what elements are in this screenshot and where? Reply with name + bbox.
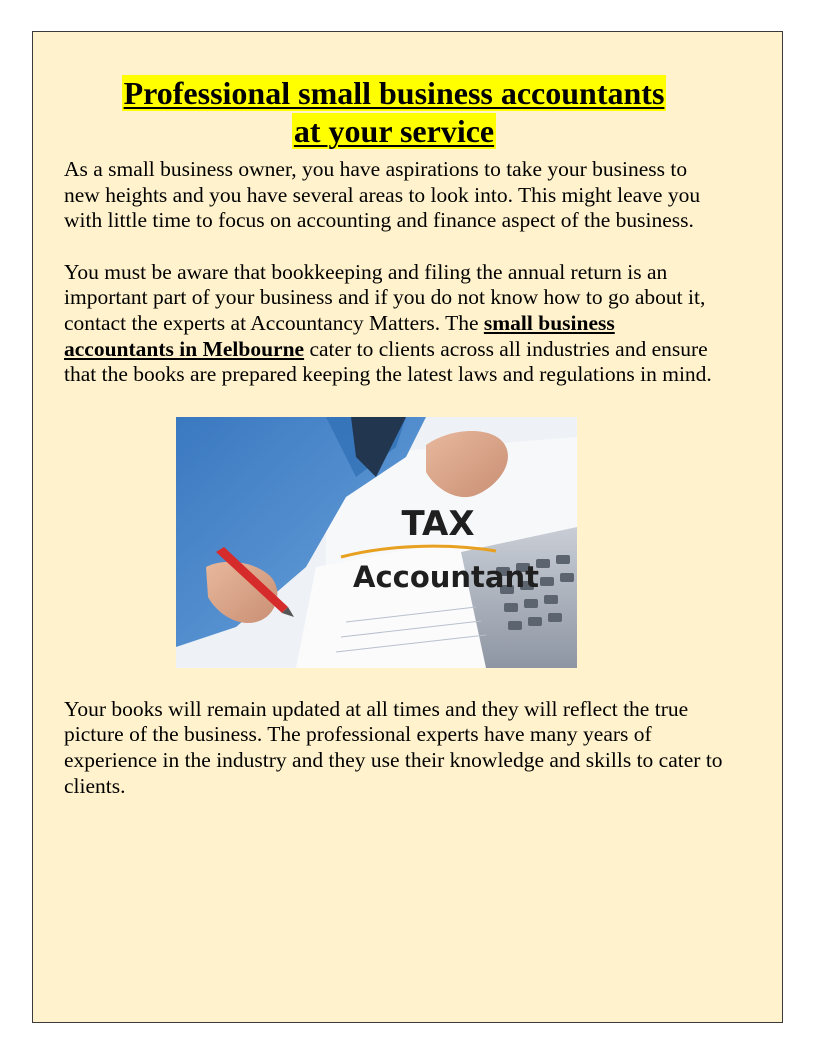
image-text-tax: TAX — [401, 503, 475, 544]
paragraph-3: Your books will remain updated at all times and they will reflect the true picture of the business. The professional experts have many years of experience in the industry and they use their knowledge and skills to cater to clients. — [64, 696, 723, 798]
paragraph-2-intro: You must be aware that bookkeeping and filing the annual return is an important part of your business and if you do not know how to go about it, contact the experts at Accountancy Matters. The — [64, 259, 706, 335]
paragraph-2 — [64, 260, 724, 388]
title-line-2: at your service — [293, 113, 495, 149]
tax-accountant-illustration — [176, 417, 577, 668]
paragraph-1: As a small business owner, you have aspirations to take your business to new heights and you have several areas to look into. This might leave you with little time to focus on accounting and finance aspect of the business. — [64, 157, 701, 233]
page-title — [64, 74, 724, 150]
title-line-1: Professional small business accountants — [123, 75, 665, 111]
paragraph-2-outro: cater to clients across all industries and ensure that the books are prepared keeping the latest laws and regulations in mind. — [64, 336, 712, 387]
melbourne-accountants-link[interactable]: small business accountants in Melbourne — [64, 310, 615, 361]
tax-accountant-image — [176, 417, 577, 668]
image-text-accountant: Accountant — [353, 559, 539, 594]
document-content — [64, 74, 724, 799]
